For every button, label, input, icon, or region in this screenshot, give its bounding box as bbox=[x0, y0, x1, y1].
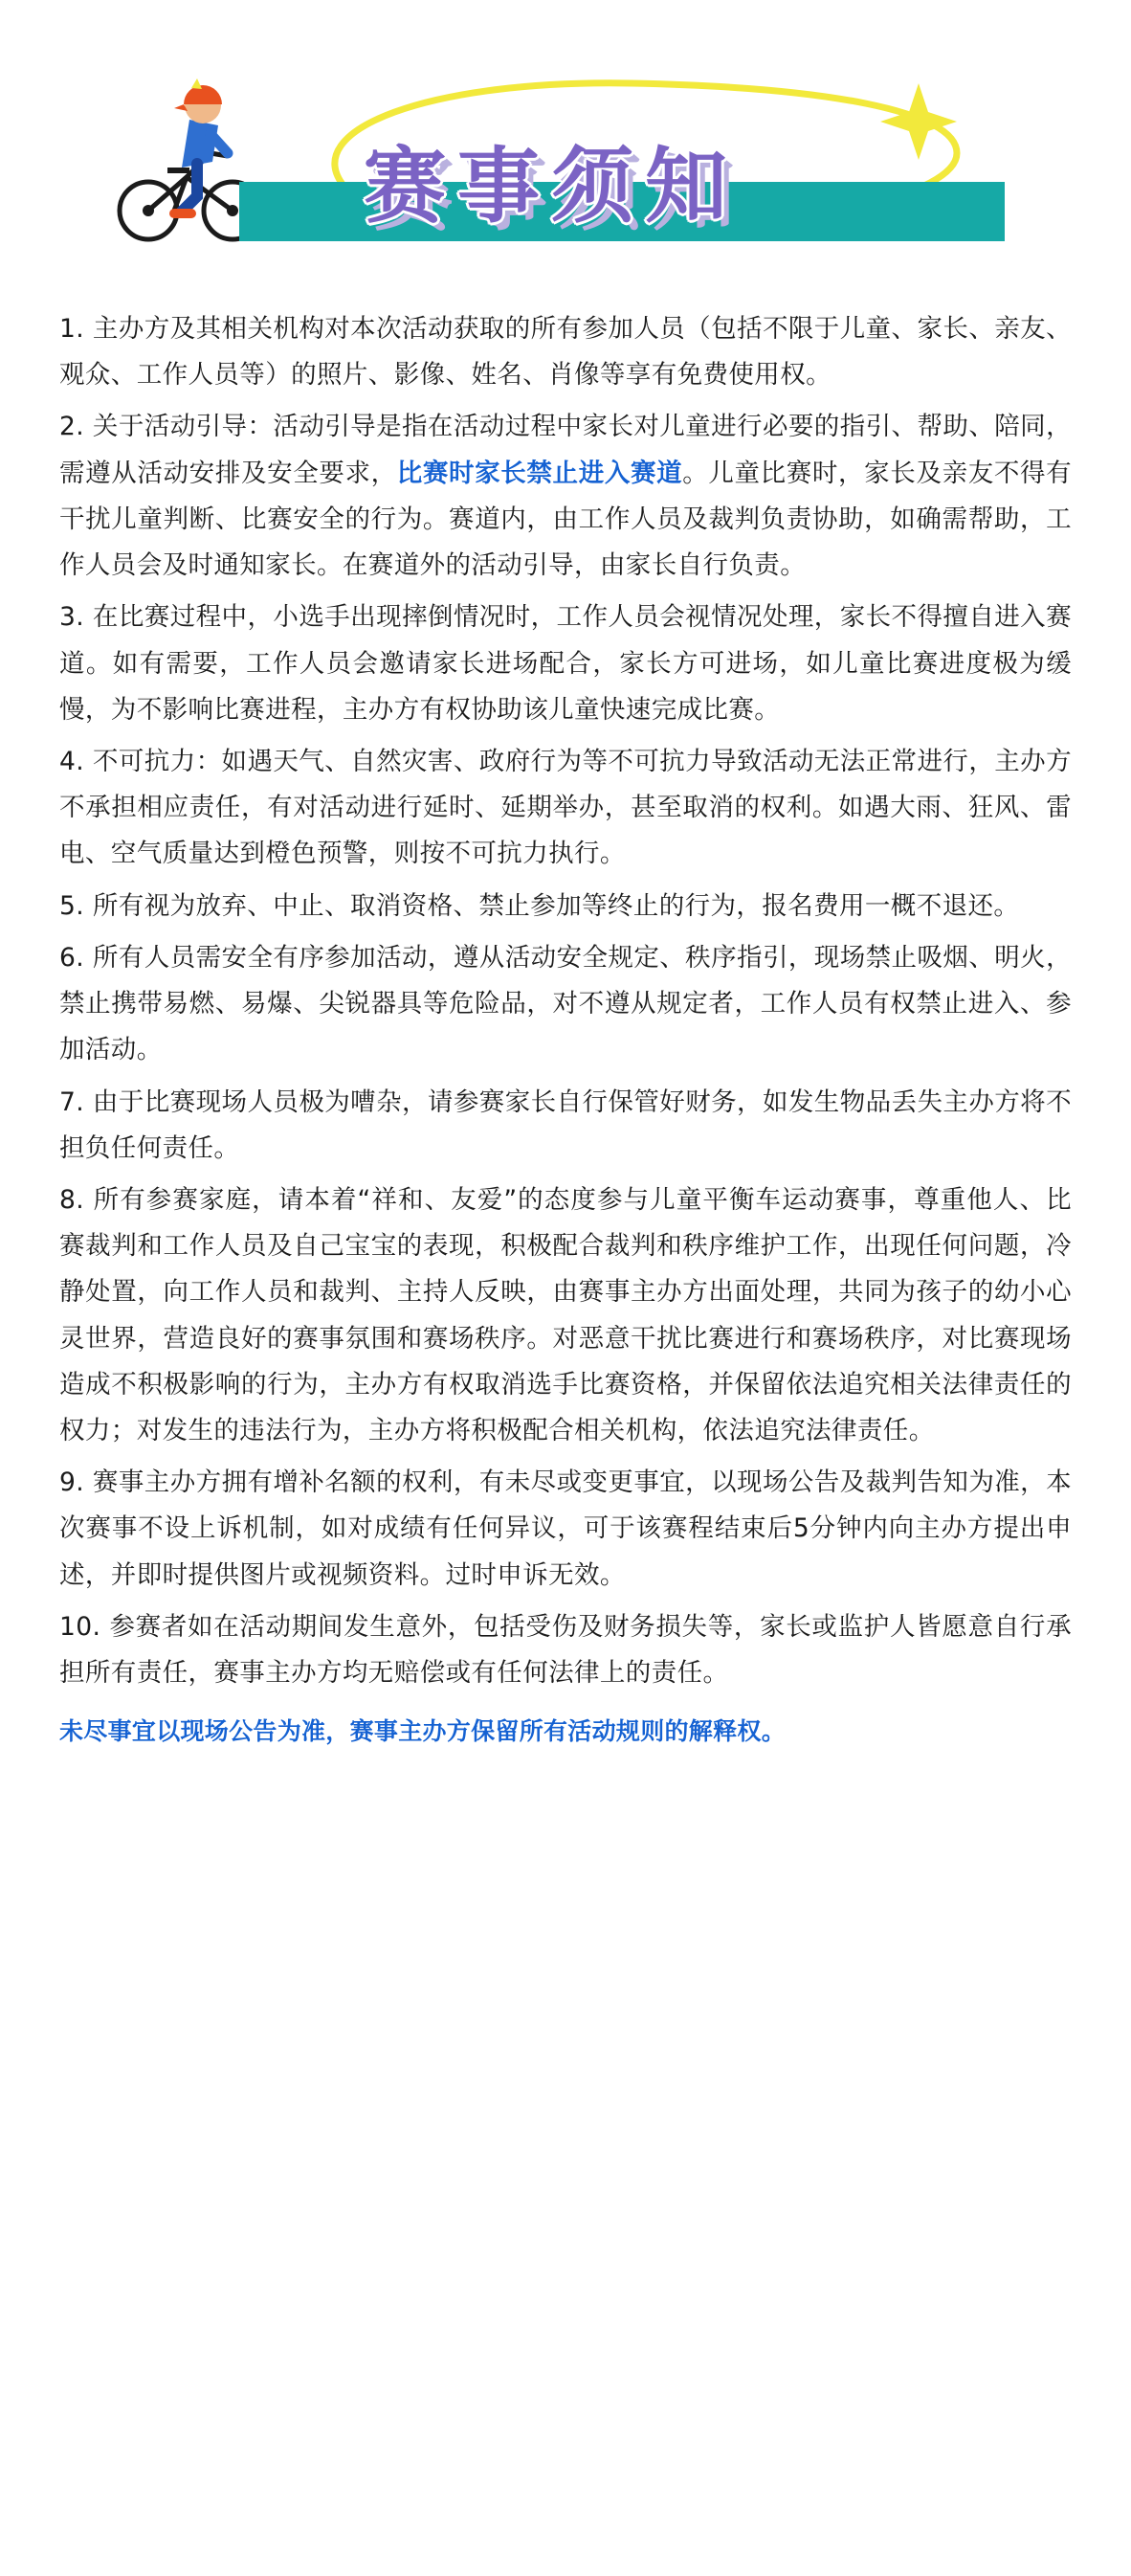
notice-paragraph-5 bbox=[59, 884, 1072, 930]
body-text: 1. 主办方及其相关机构对本次活动获取的所有参加人员（包括不限于儿童、家长、亲友、观众、工作人员等）的照片、影像、姓名、肖像等享有免费使用权。 bbox=[59, 314, 1072, 391]
notice-paragraph-8 bbox=[59, 1177, 1072, 1454]
body-text: 8. 所有参赛家庭，请本着“祥和、友爱”的态度参与儿童平衡车运动赛事，尊重他人、比赛裁判和工作人员及自己宝宝的表现，积极配合裁判和秩序维护工作，出现任何问题，冷静处置，向工作人员和裁判、主持人反映，由赛事主办方出面处理，共同为孩子的幼小心灵世界，营造良好的赛事氛围和赛场秩序。对恶意干扰比赛进行和赛场秩序，对比赛现场造成不积极影响的行为，主办方有权取消选手比赛资格，并保留依法追究相关法律责任的权力；对发生的违法行为，主办方将积极配合相关机构，依法追究法律责任。 bbox=[59, 1184, 1072, 1446]
body-text: 10. 参赛者如在活动期间发生意外，包括受伤及财务损失等，家长或监护人皆愿意自行承担所有责任，赛事主办方均无赔偿或有任何法律上的责任。 bbox=[59, 1611, 1072, 1689]
page-header bbox=[0, 0, 1131, 306]
notice-paragraph-1 bbox=[59, 306, 1072, 398]
body-text: 。儿童比赛时，家长及亲友不得有干扰儿童判断、比赛安全的行为。赛道内，由工作人员及裁判负责协助，如确需帮助，工作人员会及时通知家长。在赛道外的活动引导，由家长自行负责。 bbox=[59, 458, 1073, 581]
body-text: 3. 在比赛过程中，小选手出现摔倒情况时，工作人员会视情况处理，家长不得擅自进入赛道。如有需要，工作人员会邀请家长进场配合，家长方可进场，如儿童比赛进度极为缓慢，为不影响比赛进程，主办方有权协助该儿童快速完成比赛。 bbox=[59, 602, 1072, 725]
notice-paragraph-4 bbox=[59, 739, 1072, 878]
notice-paragraph-10 bbox=[59, 1604, 1072, 1696]
notice-paragraph-3 bbox=[59, 594, 1072, 733]
notice-paragraph-9 bbox=[59, 1460, 1072, 1599]
body-text: 5. 所有视为放弃、中止、取消资格、禁止参加等终止的行为，报名费用一概不退还。 bbox=[59, 890, 1020, 921]
body-text: 4. 不可抗力：如遇天气、自然灾害、政府行为等不可抗力导致活动无法正常进行，主办方不承担相应责任，有对活动进行延时、延期举办，甚至取消的权利。如遇大雨、狂风、雷电、空气质量达到橙色预警，则按不可抗力执行。 bbox=[59, 746, 1072, 869]
notice-paragraph-6 bbox=[59, 935, 1072, 1074]
body-text: 7. 由于比赛现场人员极为嘈杂，请参赛家长自行保管好财务，如发生物品丢失主办方将不担负任何责任。 bbox=[59, 1086, 1072, 1163]
page-title: 赛事须知 bbox=[364, 139, 739, 235]
body-text: 9. 赛事主办方拥有增补名额的权利，有未尽或变更事宜，以现场公告及裁判告知为准，本次赛事不设上诉机制，如对成绩有任何异议，可于该赛程结束后5分钟内向主办方提出申述，并即时提供图片或视频资料。过时申诉无效。 bbox=[59, 1467, 1072, 1590]
highlighted-text: 比赛时家长禁止进入赛道 bbox=[396, 458, 683, 488]
notice-paragraph-2 bbox=[59, 404, 1072, 589]
notice-content bbox=[0, 306, 1131, 1753]
body-text: 6. 所有人员需安全有序参加活动，遵从活动安全规定、秩序指引，现场禁止吸烟、明火，禁止携带易燃、易爆、尖锐器具等危险品，对不遵从规定者，工作人员有权禁止进入、参加活动。 bbox=[59, 942, 1072, 1065]
body-text: 2. 关于活动引导：活动引导是指在活动过程中家长对儿童进行必要的指引、帮助、陪同，需遵从活动安排及安全要求， bbox=[59, 412, 1072, 488]
notice-paragraph-7 bbox=[59, 1080, 1072, 1172]
notice-footnote: 未尽事宜以现场公告为准，赛事主办方保留所有活动规则的解释权。 bbox=[59, 1717, 787, 1746]
